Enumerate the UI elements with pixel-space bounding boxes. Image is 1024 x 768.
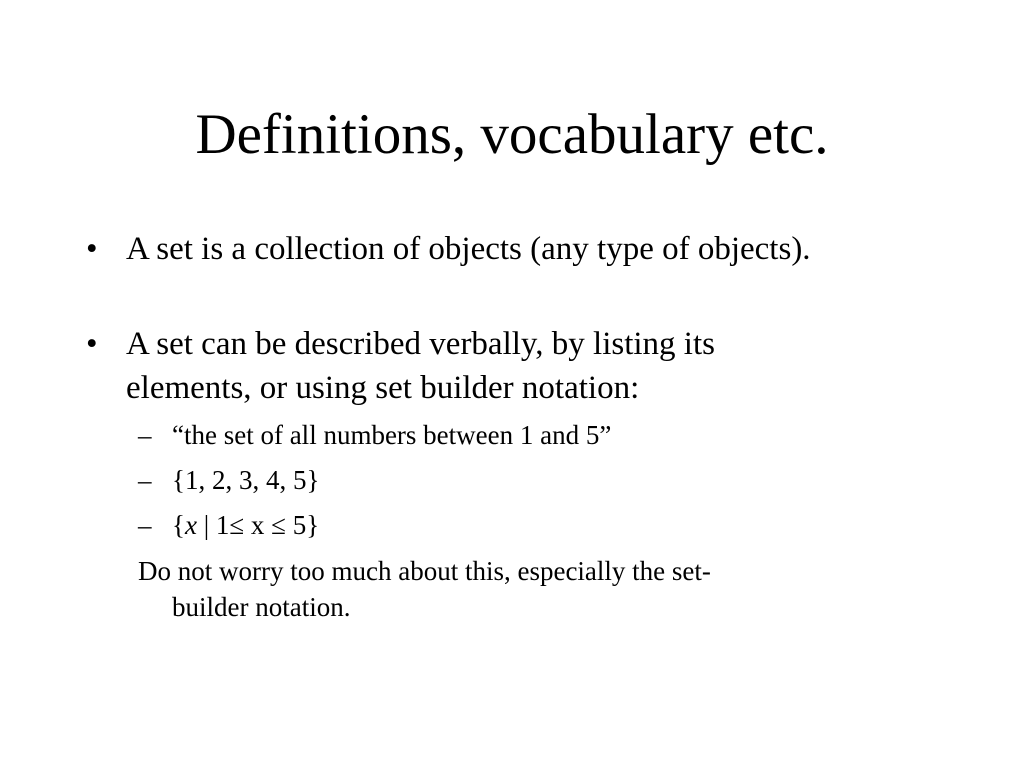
sub-bullet-text: “the set of all numbers between 1 and 5” <box>172 420 612 450</box>
slide-title: Definitions, vocabulary etc. <box>195 103 829 166</box>
bullet-marker: • <box>86 231 98 267</box>
note-line-1: Do not worry too much about this, especially the set- <box>138 556 711 586</box>
bullet-item <box>86 227 846 271</box>
set-open-brace: { <box>172 510 185 540</box>
bullet-item <box>86 322 846 410</box>
sub-bullet-item <box>138 462 838 498</box>
sub-bullet-marker: – <box>138 465 152 495</box>
bullet-marker: • <box>86 326 98 362</box>
note-line-2: builder notation. <box>172 592 351 622</box>
bullet-text: A set is a collection of objects (any type of objects). <box>126 231 811 267</box>
note-text <box>138 553 898 625</box>
set-builder-expression <box>138 507 838 543</box>
sub-bullet-marker: – <box>138 420 152 450</box>
sub-bullet-item <box>138 417 838 453</box>
bullet-text: A set can be described verbally, by listing its elements, or using set builder notation: <box>126 326 715 406</box>
sub-bullet-text: {1, 2, 3, 4, 5} <box>172 465 320 495</box>
sub-bullet-item <box>138 507 838 543</box>
set-condition: | 1≤ x ≤ 5} <box>196 510 320 540</box>
sub-bullet-marker: – <box>138 510 152 540</box>
set-variable: x <box>184 510 197 540</box>
